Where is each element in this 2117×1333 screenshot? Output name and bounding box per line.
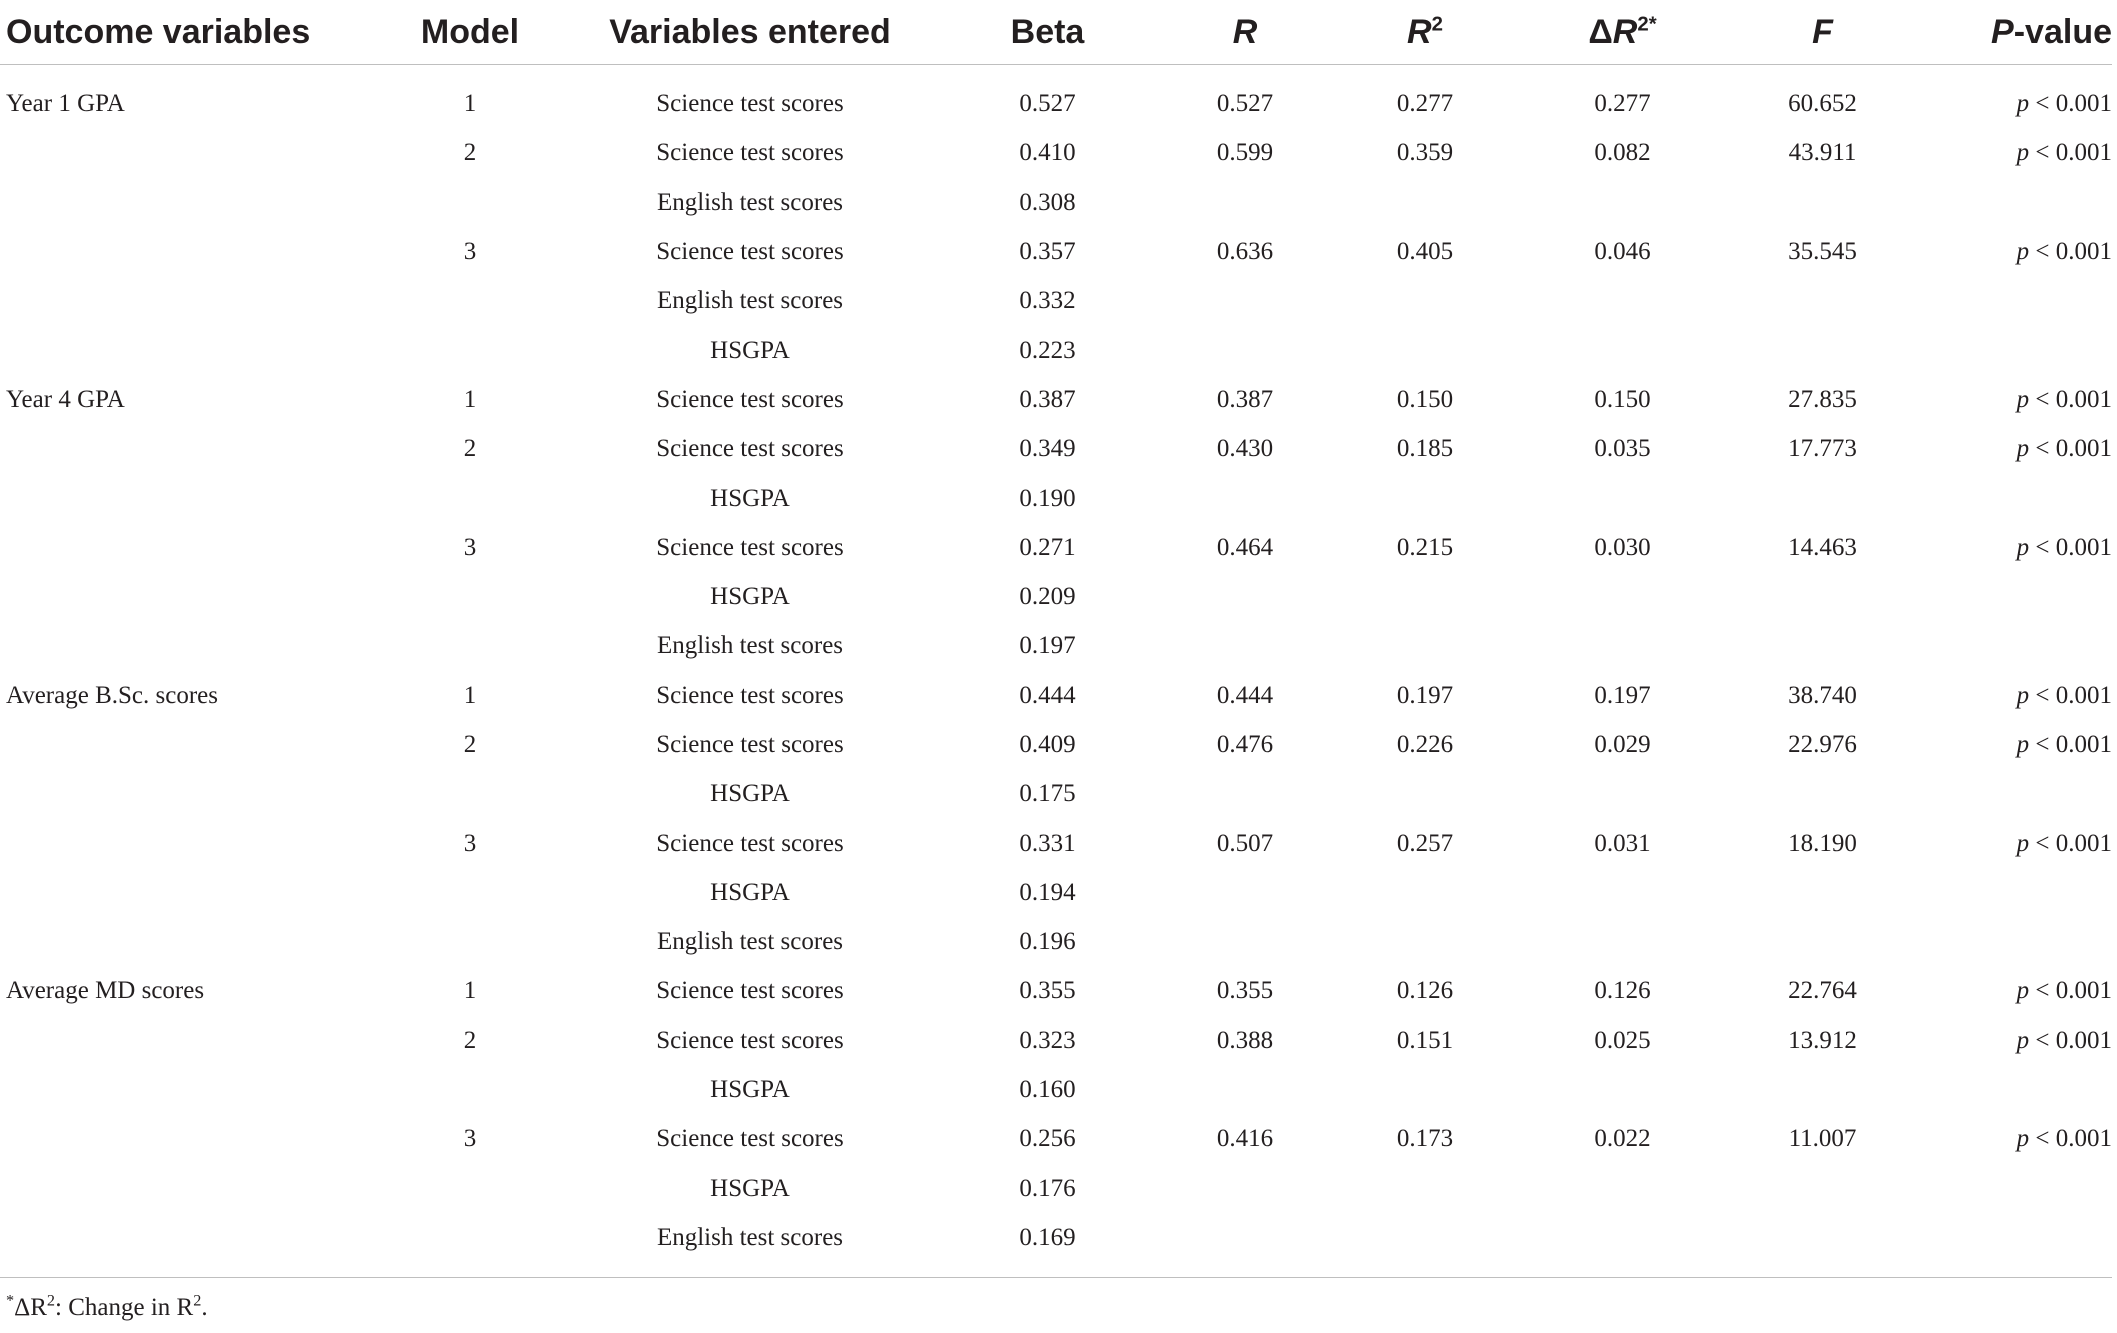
- cell-variable: Science test scores: [656, 829, 844, 857]
- cell-beta: 0.357: [1019, 238, 1076, 266]
- cell-r: [1155, 178, 1335, 227]
- cell-delta-r-squared: 0.126: [1594, 977, 1651, 1005]
- cell-delta-r-squared: 0.022: [1594, 1125, 1651, 1153]
- cell-r: [1155, 1164, 1335, 1213]
- cell-delta-r-squared: 0.035: [1594, 435, 1651, 463]
- cell-delta-r-squared: [1515, 917, 1730, 966]
- cell-r-squared: 0.405: [1396, 238, 1454, 266]
- cell-model: 1: [463, 681, 477, 709]
- footnote-sup-2: 2: [193, 1291, 202, 1310]
- cell-outcome: [0, 621, 380, 670]
- cell-p-value: [1915, 1213, 2112, 1262]
- cell-delta-r-squared: [1515, 868, 1730, 917]
- header-delta-r2: [1515, 0, 1730, 65]
- cell-variable: HSGPA: [710, 583, 790, 611]
- header-f-text: F: [1812, 12, 1833, 51]
- cell-delta-r-squared: 0.025: [1594, 1026, 1651, 1054]
- cell-r: 0.476: [1216, 731, 1274, 758]
- cell-f: 38.740: [1788, 681, 1857, 709]
- cell-r-squared: 0.257: [1396, 829, 1454, 857]
- table-row: [0, 227, 2112, 276]
- cell-f: [1730, 769, 1915, 818]
- cell-variable: Science test scores: [656, 731, 844, 758]
- cell-delta-r-squared: 0.046: [1594, 238, 1651, 266]
- cell-r-squared: [1335, 572, 1515, 621]
- p-threshold: < 0.001: [2029, 385, 2112, 413]
- cell-variable: Science test scores: [656, 1026, 844, 1054]
- p-threshold: < 0.001: [2029, 435, 2112, 463]
- cell-outcome: [0, 1114, 380, 1163]
- cell-p-value: [1915, 523, 2112, 572]
- cell-delta-r-squared: [1515, 178, 1730, 227]
- table-row: [0, 720, 2112, 769]
- cell-r: 0.464: [1216, 533, 1274, 561]
- cell-outcome: Year 1 GPA: [6, 90, 125, 118]
- cell-outcome: [0, 1164, 380, 1213]
- cell-f: [1730, 1065, 1915, 1114]
- cell-model: 3: [463, 1125, 477, 1153]
- table-row: [0, 276, 2112, 325]
- cell-outcome: [0, 769, 380, 818]
- header-delta-r2-sup: 2*: [1637, 13, 1657, 36]
- footnote-mark: *: [6, 1291, 15, 1310]
- cell-beta: 0.190: [1019, 484, 1076, 512]
- cell-beta: 0.176: [1019, 1174, 1076, 1202]
- cell-f: 18.190: [1788, 829, 1857, 857]
- table-row: [0, 818, 2112, 867]
- cell-variable: Science test scores: [656, 435, 844, 463]
- cell-model: [380, 868, 560, 917]
- cell-r-squared: 0.197: [1396, 681, 1454, 709]
- cell-outcome: [0, 868, 380, 917]
- cell-variable: Science test scores: [656, 1125, 844, 1153]
- cell-r-squared: [1335, 1065, 1515, 1114]
- cell-beta: 0.355: [1019, 977, 1076, 1005]
- cell-outcome: Year 4 GPA: [6, 385, 125, 413]
- cell-beta: 0.223: [1019, 336, 1076, 364]
- cell-model: [380, 1065, 560, 1114]
- p-symbol: p: [2016, 977, 2030, 1005]
- cell-outcome: [0, 325, 380, 374]
- cell-r: [1155, 572, 1335, 621]
- cell-p-value: [1915, 1114, 2112, 1163]
- cell-beta: 0.271: [1019, 533, 1076, 561]
- cell-r: [1155, 769, 1335, 818]
- cell-model: [380, 769, 560, 818]
- cell-r: [1155, 1065, 1335, 1114]
- cell-outcome: [0, 473, 380, 522]
- footnote-sup-1: 2: [46, 1291, 56, 1310]
- cell-p-value: [1915, 424, 2112, 473]
- cell-delta-r-squared: [1515, 621, 1730, 670]
- cell-outcome: Average B.Sc. scores: [6, 681, 218, 709]
- cell-model: 3: [463, 829, 477, 857]
- cell-delta-r-squared: [1515, 276, 1730, 325]
- cell-p-value: [1915, 227, 2112, 276]
- p-symbol: p: [2016, 1125, 2030, 1153]
- cell-r-squared: [1335, 473, 1515, 522]
- header-beta: Beta: [940, 0, 1155, 65]
- cell-r: [1155, 621, 1335, 670]
- table-row: [0, 1016, 2112, 1065]
- cell-model: [380, 621, 560, 670]
- cell-delta-r-squared: [1515, 1164, 1730, 1213]
- cell-outcome: [0, 1016, 380, 1065]
- cell-model: [380, 917, 560, 966]
- cell-beta: 0.175: [1019, 780, 1076, 808]
- cell-r-squared: [1335, 178, 1515, 227]
- cell-beta: 0.194: [1019, 878, 1076, 906]
- header-delta-symbol: Δ: [1588, 12, 1613, 51]
- table-row: [0, 523, 2112, 572]
- cell-model: [380, 1164, 560, 1213]
- table-row: [0, 1114, 2112, 1163]
- cell-f: [1730, 1213, 1915, 1262]
- cell-p-value: [1915, 128, 2112, 177]
- header-model: Model: [380, 0, 560, 65]
- cell-beta: 0.169: [1019, 1223, 1076, 1251]
- table-row: [0, 621, 2112, 670]
- cell-f: 11.007: [1788, 1125, 1857, 1153]
- p-symbol: p: [2016, 139, 2030, 167]
- cell-delta-r-squared: [1515, 769, 1730, 818]
- cell-model: 1: [463, 977, 477, 1005]
- cell-delta-r-squared: 0.082: [1594, 139, 1651, 167]
- p-threshold: < 0.001: [2029, 90, 2112, 118]
- p-symbol: p: [2016, 829, 2030, 857]
- cell-p-value: [1915, 65, 2112, 129]
- cell-f: 35.545: [1788, 238, 1857, 266]
- cell-outcome: [0, 917, 380, 966]
- cell-r-squared: [1335, 325, 1515, 374]
- header-outcome: Outcome variables: [0, 0, 380, 65]
- cell-f: [1730, 473, 1915, 522]
- p-symbol: p: [2016, 435, 2030, 463]
- cell-p-value: [1915, 966, 2112, 1015]
- footnote-delta: ΔR: [14, 1294, 47, 1321]
- cell-beta: 0.308: [1019, 188, 1076, 216]
- table-row: [0, 178, 2112, 227]
- cell-beta: 0.332: [1019, 287, 1076, 315]
- cell-r-squared: 0.277: [1396, 90, 1454, 118]
- cell-r: [1155, 276, 1335, 325]
- cell-delta-r-squared: 0.031: [1594, 829, 1651, 857]
- cell-p-value: [1915, 572, 2112, 621]
- cell-beta: 0.409: [1019, 731, 1076, 758]
- cell-beta: 0.527: [1019, 90, 1076, 118]
- cell-r: [1155, 325, 1335, 374]
- cell-outcome: [0, 128, 380, 177]
- cell-delta-r-squared: [1515, 572, 1730, 621]
- cell-model: 1: [463, 385, 477, 413]
- cell-r-squared: 0.359: [1396, 139, 1454, 167]
- cell-f: [1730, 621, 1915, 670]
- cell-p-value: [1915, 621, 2112, 670]
- cell-r: 0.416: [1216, 1125, 1274, 1153]
- cell-beta: 0.256: [1019, 1125, 1076, 1153]
- header-f: [1730, 0, 1915, 65]
- cell-model: [380, 325, 560, 374]
- cell-model: 2: [463, 731, 477, 758]
- cell-beta: 0.444: [1019, 681, 1076, 709]
- cell-delta-r-squared: [1515, 473, 1730, 522]
- cell-p-value: [1915, 868, 2112, 917]
- cell-r: 0.388: [1216, 1026, 1274, 1054]
- table-row: [0, 917, 2112, 966]
- table-row: [0, 473, 2112, 522]
- cell-p-value: [1915, 1016, 2112, 1065]
- footnote-end: .: [201, 1294, 208, 1321]
- table-row: [0, 1213, 2112, 1262]
- cell-f: 17.773: [1788, 435, 1857, 463]
- header-r-text: R: [1232, 12, 1258, 51]
- cell-variable: HSGPA: [710, 1174, 790, 1202]
- cell-variable: English test scores: [656, 287, 844, 315]
- cell-r: 0.444: [1216, 681, 1274, 709]
- header-r2-base: R: [1407, 12, 1432, 51]
- cell-p-value: [1915, 720, 2112, 769]
- cell-f: [1730, 1164, 1915, 1213]
- cell-outcome: [0, 424, 380, 473]
- cell-beta: 0.410: [1019, 139, 1076, 167]
- cell-f: 60.652: [1788, 90, 1857, 118]
- header-r: [1155, 0, 1335, 65]
- cell-p-value: [1915, 178, 2112, 227]
- header-r2-sup: 2: [1431, 13, 1443, 36]
- header-delta-r2-base: R: [1612, 12, 1638, 51]
- table-row: [0, 769, 2112, 818]
- header-p-rest: -value: [2013, 12, 2112, 51]
- cell-delta-r-squared: 0.150: [1594, 385, 1651, 413]
- cell-delta-r-squared: 0.277: [1594, 90, 1651, 118]
- p-symbol: p: [2016, 1026, 2030, 1054]
- cell-variable: Science test scores: [656, 681, 844, 709]
- cell-r-squared: [1335, 917, 1515, 966]
- cell-variable: English test scores: [656, 1223, 844, 1251]
- cell-r: [1155, 868, 1335, 917]
- cell-beta: 0.160: [1019, 1076, 1076, 1104]
- p-symbol: p: [2016, 385, 2030, 413]
- cell-delta-r-squared: [1515, 1065, 1730, 1114]
- cell-f: 14.463: [1788, 533, 1857, 561]
- cell-p-value: [1915, 473, 2112, 522]
- cell-f: 22.976: [1788, 731, 1857, 758]
- table-row: [0, 868, 2112, 917]
- table-row: [0, 966, 2112, 1015]
- cell-p-value: [1915, 1065, 2112, 1114]
- p-symbol: p: [2016, 533, 2030, 561]
- table-bottom-rule: [0, 1277, 2112, 1278]
- cell-variable: HSGPA: [710, 484, 790, 512]
- cell-r-squared: [1335, 1164, 1515, 1213]
- cell-model: [380, 178, 560, 227]
- cell-r-squared: [1335, 1213, 1515, 1262]
- cell-beta: 0.197: [1019, 632, 1076, 660]
- table-row: [0, 375, 2112, 424]
- cell-outcome: [0, 572, 380, 621]
- header-p-value: [1915, 0, 2112, 65]
- cell-r: [1155, 473, 1335, 522]
- cell-delta-r-squared: 0.030: [1594, 533, 1651, 561]
- cell-variable: English test scores: [656, 188, 844, 216]
- p-threshold: < 0.001: [2029, 238, 2112, 266]
- cell-p-value: [1915, 1164, 2112, 1213]
- cell-r-squared: 0.215: [1396, 533, 1454, 561]
- p-symbol: p: [2016, 681, 2030, 709]
- cell-model: [380, 1213, 560, 1262]
- cell-variable: HSGPA: [710, 878, 790, 906]
- cell-variable: Science test scores: [656, 139, 844, 167]
- cell-p-value: [1915, 917, 2112, 966]
- p-threshold: < 0.001: [2029, 977, 2112, 1005]
- cell-model: 3: [463, 238, 477, 266]
- cell-f: 43.911: [1788, 139, 1857, 167]
- table-body: [0, 65, 2112, 1263]
- cell-f: 27.835: [1788, 385, 1857, 413]
- cell-r: 0.599: [1216, 139, 1274, 167]
- cell-outcome: [0, 276, 380, 325]
- p-symbol: p: [2016, 90, 2030, 118]
- cell-r-squared: 0.126: [1396, 977, 1454, 1005]
- cell-f: [1730, 276, 1915, 325]
- cell-p-value: [1915, 671, 2112, 720]
- table-row: [0, 128, 2112, 177]
- cell-variable: Science test scores: [656, 90, 844, 118]
- cell-r: 0.430: [1216, 435, 1274, 463]
- table-row: [0, 325, 2112, 374]
- cell-model: 3: [463, 533, 477, 561]
- cell-f: [1730, 325, 1915, 374]
- table-row: [0, 671, 2112, 720]
- header-p-italic: P: [1991, 12, 2014, 51]
- cell-r-squared: 0.151: [1396, 1026, 1454, 1054]
- cell-outcome: [0, 720, 380, 769]
- header-r2: [1335, 0, 1515, 65]
- cell-r: 0.636: [1216, 238, 1274, 266]
- cell-outcome: [0, 178, 380, 227]
- cell-variable: English test scores: [656, 632, 844, 660]
- p-symbol: p: [2016, 238, 2030, 266]
- cell-delta-r-squared: 0.029: [1594, 731, 1651, 758]
- cell-p-value: [1915, 769, 2112, 818]
- cell-variable: Science test scores: [656, 385, 844, 413]
- cell-model: 2: [463, 435, 477, 463]
- cell-r-squared: [1335, 621, 1515, 670]
- cell-beta: 0.331: [1019, 829, 1076, 857]
- cell-variable: English test scores: [656, 928, 844, 956]
- cell-r: 0.387: [1216, 385, 1274, 413]
- cell-model: 1: [463, 90, 477, 118]
- cell-variable: Science test scores: [656, 977, 844, 1005]
- p-threshold: < 0.001: [2029, 829, 2112, 857]
- header-row: [0, 0, 2112, 65]
- cell-r-squared: 0.226: [1396, 731, 1454, 758]
- p-threshold: < 0.001: [2029, 681, 2112, 709]
- cell-outcome: Average MD scores: [6, 977, 205, 1005]
- cell-beta: 0.196: [1019, 928, 1076, 956]
- cell-r: [1155, 917, 1335, 966]
- cell-variable: HSGPA: [710, 1076, 790, 1104]
- p-threshold: < 0.001: [2029, 533, 2112, 561]
- p-threshold: < 0.001: [2029, 1026, 2112, 1054]
- cell-variable: HSGPA: [710, 336, 790, 364]
- table-row: [0, 65, 2112, 129]
- table-footnote: [6, 1291, 208, 1322]
- cell-r-squared: [1335, 276, 1515, 325]
- cell-beta: 0.349: [1019, 435, 1076, 463]
- cell-f: [1730, 572, 1915, 621]
- cell-variable: HSGPA: [710, 780, 790, 808]
- cell-outcome: [0, 1213, 380, 1262]
- cell-variable: Science test scores: [656, 533, 844, 561]
- table-row: [0, 572, 2112, 621]
- cell-p-value: [1915, 325, 2112, 374]
- cell-delta-r-squared: [1515, 1213, 1730, 1262]
- cell-outcome: [0, 1065, 380, 1114]
- table-row: [0, 1065, 2112, 1114]
- cell-f: [1730, 868, 1915, 917]
- cell-p-value: [1915, 276, 2112, 325]
- p-symbol: p: [2016, 731, 2030, 758]
- cell-beta: 0.387: [1019, 385, 1076, 413]
- table-row: [0, 424, 2112, 473]
- cell-model: [380, 473, 560, 522]
- cell-r-squared: 0.150: [1396, 385, 1454, 413]
- cell-outcome: [0, 227, 380, 276]
- cell-p-value: [1915, 818, 2112, 867]
- cell-outcome: [0, 523, 380, 572]
- cell-model: [380, 572, 560, 621]
- cell-r-squared: 0.173: [1396, 1125, 1454, 1153]
- cell-delta-r-squared: [1515, 325, 1730, 374]
- cell-f: [1730, 917, 1915, 966]
- cell-f: 13.912: [1788, 1026, 1857, 1054]
- cell-outcome: [0, 818, 380, 867]
- cell-p-value: [1915, 375, 2112, 424]
- cell-f: 22.764: [1788, 977, 1857, 1005]
- p-threshold: < 0.001: [2029, 1125, 2112, 1153]
- cell-r: 0.355: [1216, 977, 1274, 1005]
- cell-beta: 0.209: [1019, 583, 1076, 611]
- cell-r-squared: 0.185: [1396, 435, 1454, 463]
- cell-r: [1155, 1213, 1335, 1262]
- p-threshold: < 0.001: [2029, 139, 2112, 167]
- header-variables: Variables entered: [560, 0, 940, 65]
- cell-beta: 0.323: [1019, 1026, 1076, 1054]
- cell-model: [380, 276, 560, 325]
- cell-variable: Science test scores: [656, 238, 844, 266]
- cell-r-squared: [1335, 868, 1515, 917]
- cell-model: 2: [463, 1026, 477, 1054]
- cell-model: 2: [463, 139, 477, 167]
- cell-r-squared: [1335, 769, 1515, 818]
- cell-delta-r-squared: 0.197: [1594, 681, 1651, 709]
- cell-f: [1730, 178, 1915, 227]
- p-threshold: < 0.001: [2029, 731, 2112, 758]
- footnote-text: : Change in R: [55, 1294, 194, 1321]
- cell-r: 0.527: [1216, 90, 1274, 118]
- table-row: [0, 1164, 2112, 1213]
- cell-r: 0.507: [1216, 829, 1274, 857]
